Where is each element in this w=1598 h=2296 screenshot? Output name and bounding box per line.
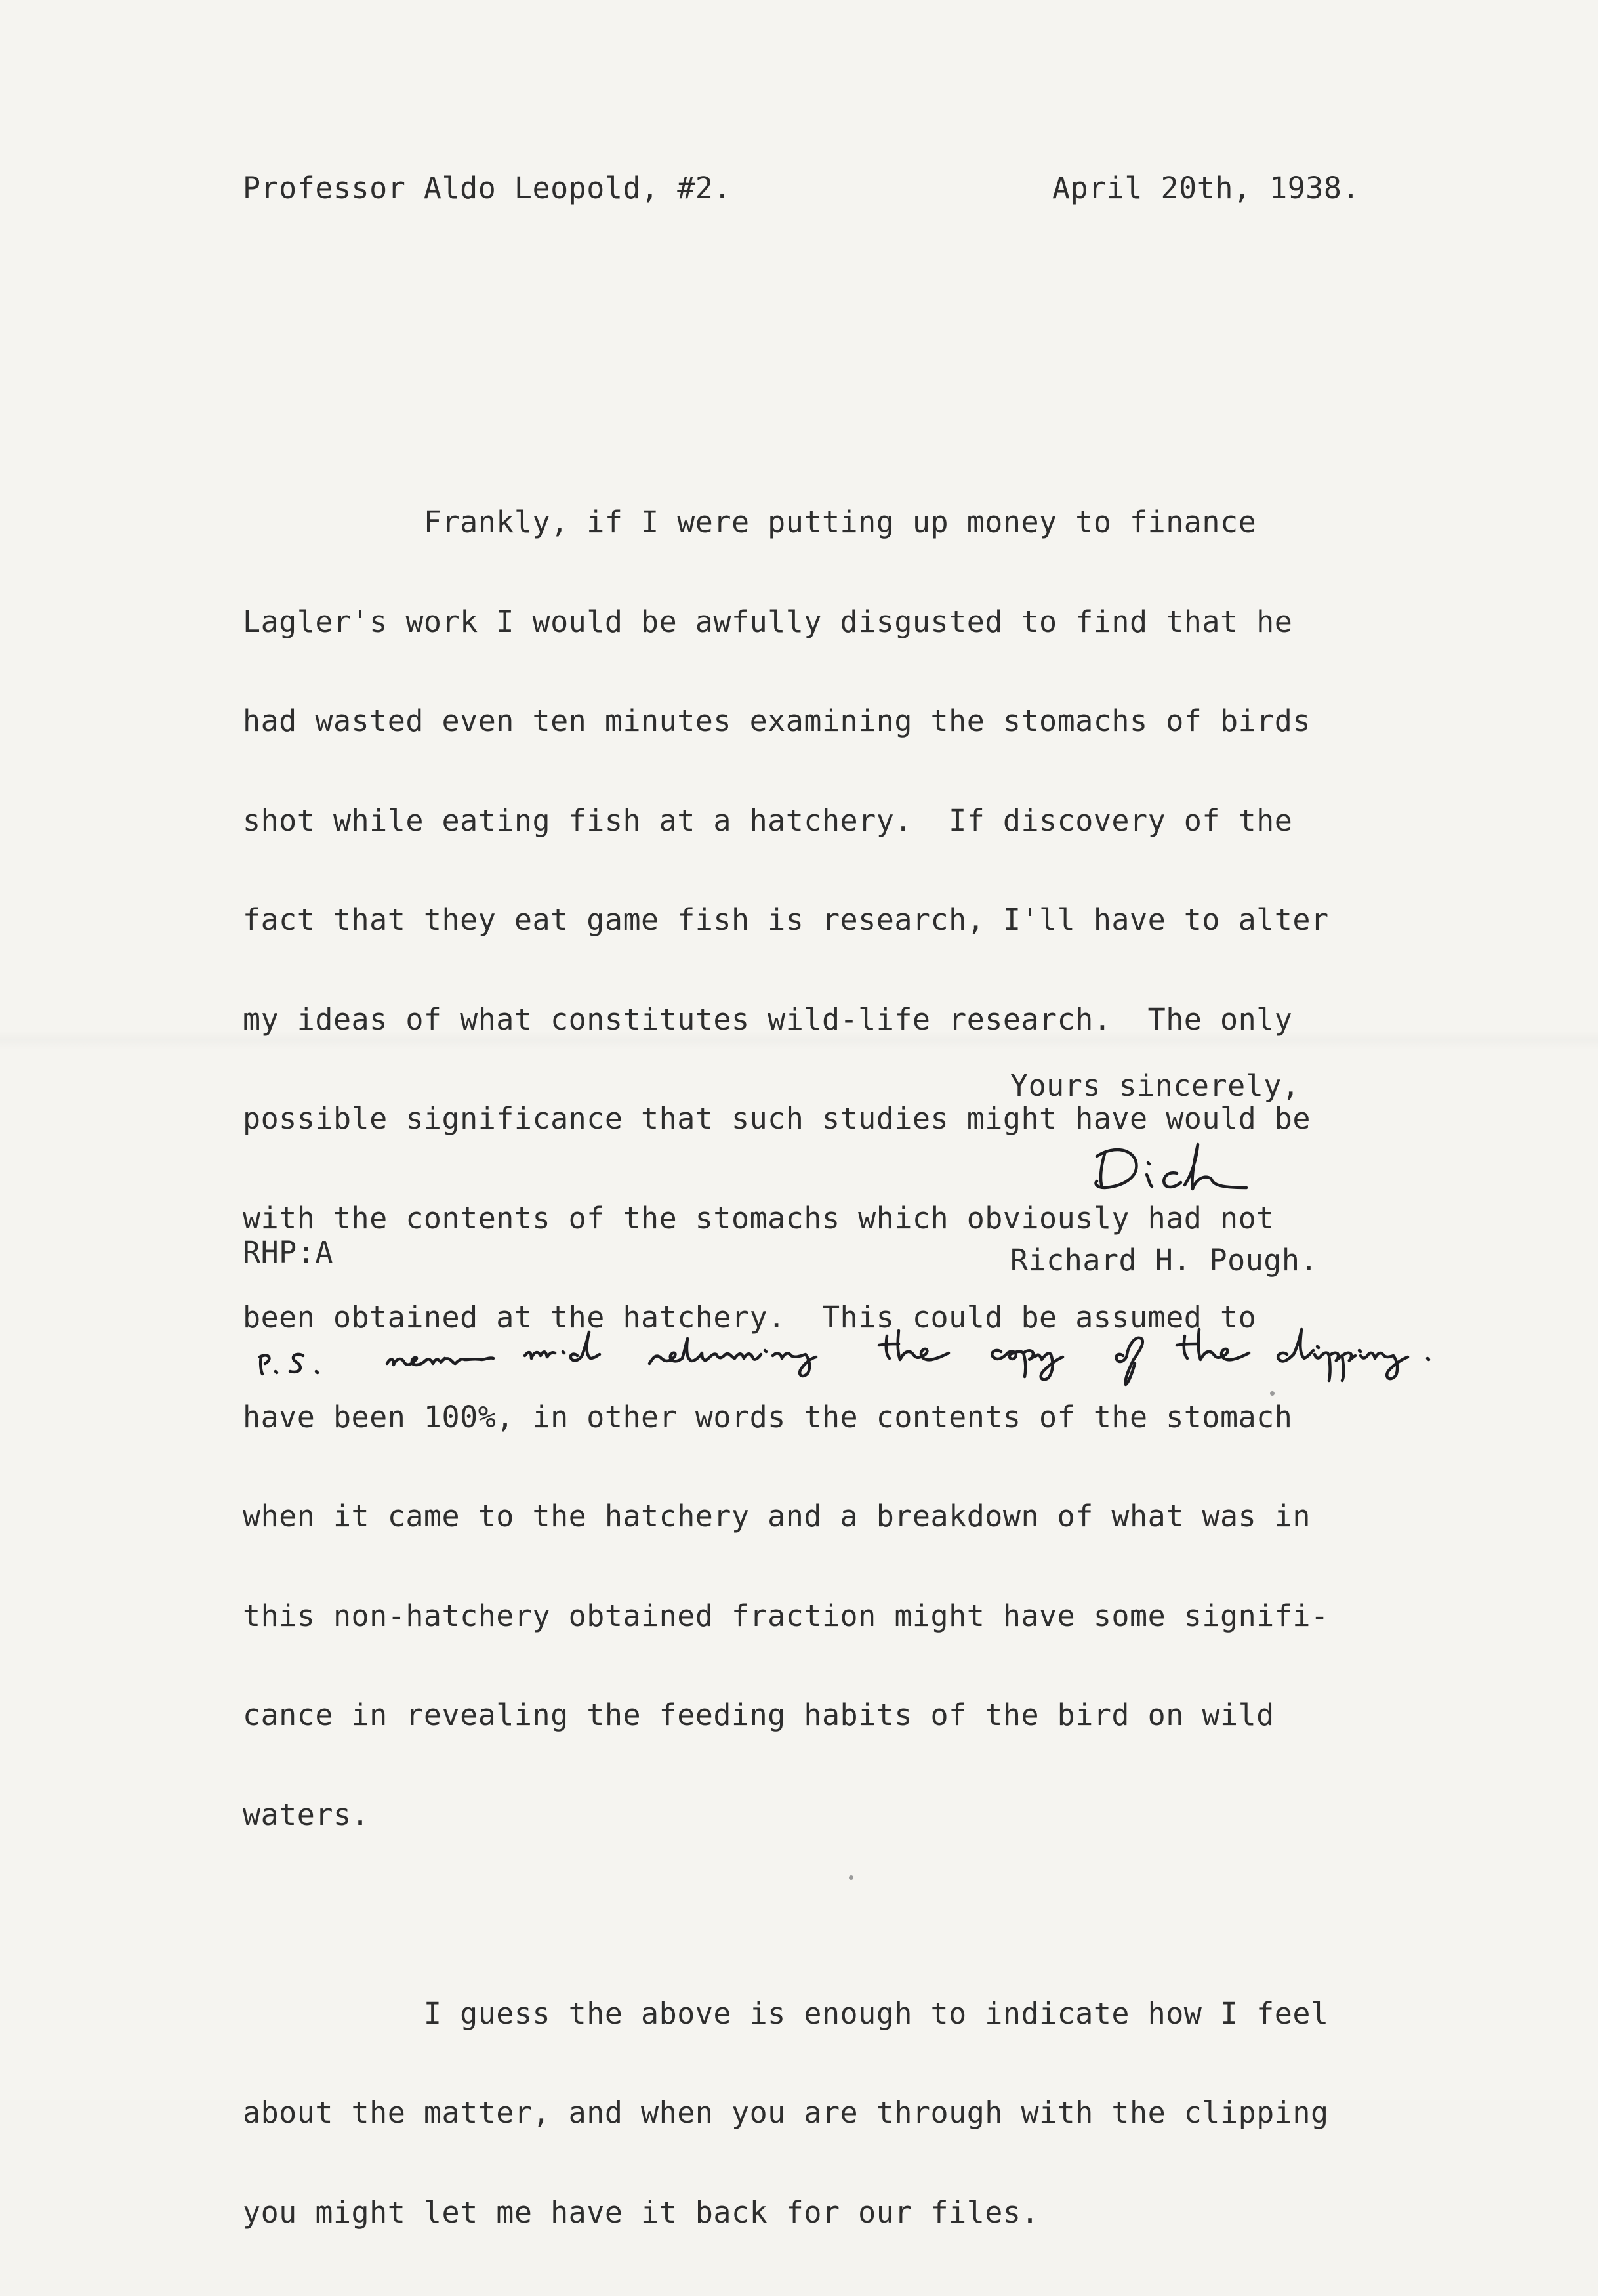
body-line: been obtained at the hatchery. This could be assumed to bbox=[243, 1300, 1257, 1335]
body-line: about the matter, and when you are through with the clipping bbox=[243, 2095, 1329, 2130]
recipient-header: Professor Aldo Leopold, #2. bbox=[243, 171, 731, 205]
body-line: have been 100%, in other words the contents of the stomach bbox=[243, 1399, 1293, 1434]
body-line: shot while eating fish at a hatchery. If discovery of the bbox=[243, 803, 1293, 838]
closing-salutation: Yours sincerely, bbox=[1010, 1068, 1300, 1103]
body-line: Lagler's work I would be awfully disgusted to find that he bbox=[243, 604, 1293, 639]
body-line: Frankly, if I were putting up money to finance bbox=[243, 505, 1257, 539]
body-line: you might let me have it back for our files. bbox=[243, 2194, 1040, 2230]
body-line: this non-hatchery obtained fraction might have some signifi- bbox=[243, 1598, 1329, 1633]
body-line: when it came to the hatchery and a breakdown of what was in bbox=[243, 1499, 1311, 1534]
body-line: fact that they eat game fish is research, I'll have to alter bbox=[243, 902, 1329, 937]
body-line: had wasted even ten minutes examining the stomachs of birds bbox=[243, 703, 1311, 738]
body-line: my ideas of what constitutes wild-life research. The only bbox=[243, 1001, 1293, 1037]
paper-speck bbox=[1270, 1391, 1275, 1396]
body-line: I guess the above is enough to indicate how I feel bbox=[243, 1995, 1329, 2031]
letter-body bbox=[243, 440, 1329, 2295]
body-line bbox=[243, 1898, 1329, 1931]
body-line: with the contents of the stomachs which obviously had not bbox=[243, 1200, 1275, 1236]
body-line: possible significance that such studies might have would be bbox=[243, 1101, 1311, 1136]
signer-name: Richard H. Pough. bbox=[1010, 1243, 1319, 1278]
paper-speck bbox=[849, 1875, 853, 1880]
body-line: cance in revealing the feeding habits of the bird on wild bbox=[243, 1698, 1275, 1732]
body-line: waters. bbox=[243, 1797, 370, 1832]
typist-initials: RHP:A bbox=[243, 1235, 333, 1270]
letter-date: April 20th, 1938. bbox=[1052, 171, 1361, 205]
